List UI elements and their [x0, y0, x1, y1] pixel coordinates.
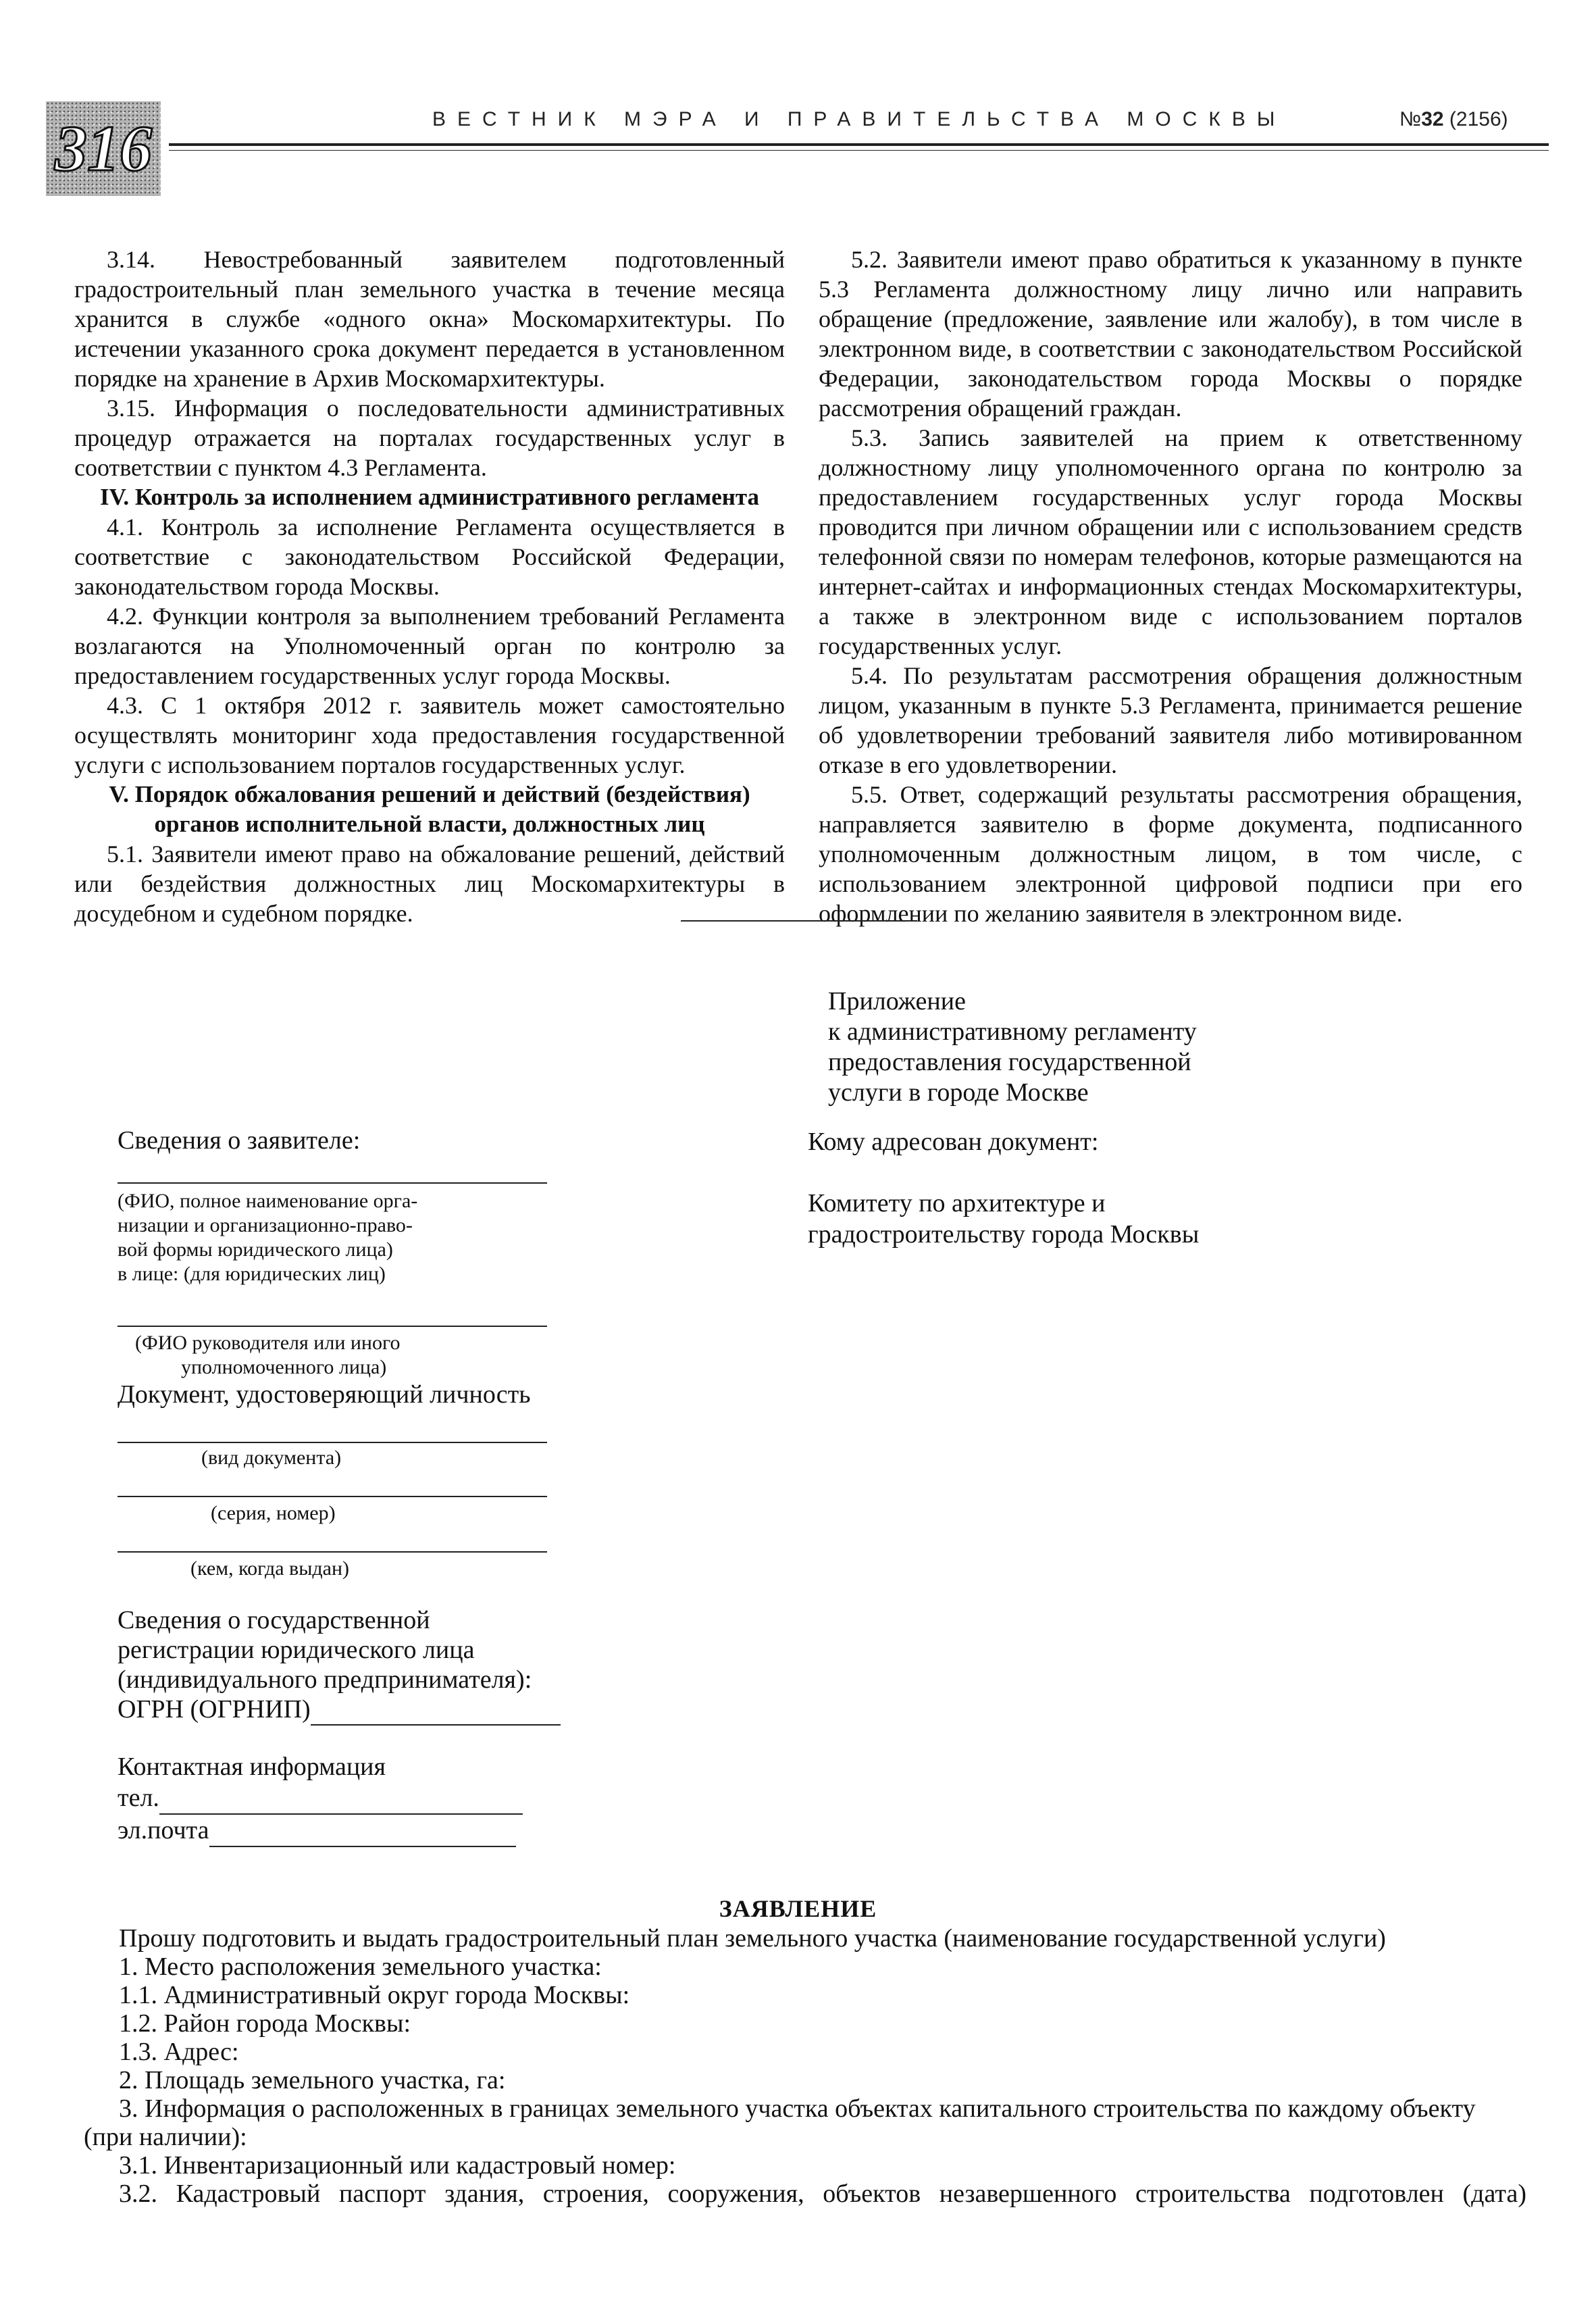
addressee-line-2: градостроительству города Москвы	[808, 1220, 1200, 1249]
journal-title: ВЕСТНИК МЭРА И ПРАВИТЕЛЬСТВА МОСКВЫ	[432, 108, 1287, 130]
appendix-line-1: Приложение	[828, 987, 966, 1015]
email-row	[118, 1815, 523, 1847]
ogrn-label: ОГРН (ОГРНИП)	[118, 1695, 311, 1724]
statement-item-3a: 3. Информация о расположенных в границах земельного участка объектах капитального строительства по каждому объекту	[119, 2094, 1476, 2123]
paragraph-5-5: 5.5. Ответ, содержащий результаты рассмотрения обращения, направляется заявителю в форме документа, подписанного уполномоченным должностным лицом, в том числе, с использованием электронной цифровой подписи при его оформлении по желанию заявителя в электронном виде.	[819, 781, 1522, 927]
statement-body	[84, 1924, 1526, 2208]
applicant-name-field[interactable]	[118, 1182, 547, 1184]
paragraph-5-2: 5.2. Заявители имеют право обратиться к указанному в пункте 5.3 Регламента должностному лицу лично или направить обращение (предложение, заявление или жалобу), в том числе в электронном виде, в соответствии с законодательством Российской Федерации, законодательством города Москвы о порядке рассмотрения обращений граждан.	[819, 246, 1522, 422]
section-4-heading: IV. Контроль за исполнением административного регламента	[99, 484, 760, 510]
paragraph-5-1: 5.1. Заявители имеют право на обжалование решений, действий или бездействия должностных лиц Москомархитектуры в досудебном и судебном порядке.	[74, 840, 785, 927]
paragraph-5-4: 5.4. По результатам рассмотрения обращения должностным лицом, указанным в пункте 5.3 Регламента, принимается решение об удовлетворении требований заявителя либо мотивированном отказе в его удовлетворении.	[819, 662, 1522, 778]
series-number-hint: (серия, номер)	[211, 1502, 336, 1524]
head-name-field[interactable]	[118, 1326, 547, 1327]
issued-by-hint: (кем, когда выдан)	[190, 1557, 350, 1580]
statement-item-2: 2. Площадь земельного участка, га:	[119, 2066, 506, 2094]
paragraph-5-3: 5.3. Запись заявителей на прием к ответственному должностному лицу уполномоченного органа по контролю за предоставлением государственных услуг города Москвы проводится при личном обращении или с использованием средств телефонной связи по номерам телефонов, которые размещаются на интернет-сайтах и информационных стендах Москомархитектуры, а также в электронном виде с использованием порталов государственных услуг.	[819, 424, 1522, 659]
statement-item-1-3: 1.3. Адрес:	[119, 2038, 239, 2066]
page-number: 316	[55, 112, 152, 184]
series-number-field[interactable]	[118, 1496, 547, 1497]
head-hint-1: (ФИО руководителя или иного	[135, 1332, 401, 1354]
section-5-heading-line1: V. Порядок обжалования решений и действий (бездействия)	[109, 781, 750, 807]
right-column	[819, 245, 1522, 928]
statement-item-3-1: 3.1. Инвентаризационный или кадастровый номер:	[119, 2151, 676, 2180]
issue-number	[1399, 108, 1508, 131]
left-column	[74, 245, 785, 928]
paragraph-4-1: 4.1. Контроль за исполнение Регламента осуществляется в соответствие с законодательством Российской Федерации, законодательством города Москвы.	[74, 513, 785, 600]
appendix-line-2: к административному регламенту	[828, 1017, 1197, 1046]
header-rule	[169, 143, 1549, 151]
paragraph-3-15: 3.15. Информация о последовательности административных процедур отражается на порталах государственных услуг в соответствии с пунктом 4.3 Регламента.	[74, 395, 785, 481]
fio-hint-4: в лице: (для юридических лиц)	[118, 1263, 386, 1285]
statement-item-1-1: 1.1. Административный округ города Москвы:	[119, 1981, 630, 2009]
paragraph-3-14: 3.14. Невостребованный заявителем подготовленный градостроительный план земельного участка в течение месяца хранится в службе «одного окна» Москомархитектуры. По истечении указанного срока документ передается в установленном порядке на хранение в Архив Москомархитектуры.	[74, 246, 785, 392]
email-label: эл.почта	[118, 1816, 209, 1844]
statement-request: Прошу подготовить и выдать градостроительный план земельного участка (наименование государственной услуги)	[119, 1924, 1386, 1953]
appendix-line-3: предоставления государственной	[828, 1048, 1191, 1076]
phone-label: тел.	[118, 1784, 159, 1812]
ogrn-field[interactable]	[311, 1694, 561, 1726]
doc-type-hint: (вид документа)	[201, 1447, 342, 1469]
issue-num: 32	[1421, 108, 1444, 130]
section-divider	[681, 920, 917, 922]
statement-title: ЗАЯВЛЕНИЕ	[719, 1895, 877, 1922]
registration-line-2: регистрации юридического лица	[118, 1636, 475, 1664]
statement-item-1: 1. Место расположения земельного участка:	[119, 1953, 602, 1981]
addressee-name	[808, 1188, 1199, 1250]
issue-total: (2156)	[1449, 108, 1508, 130]
appendix-note	[828, 986, 1197, 1108]
issue-prefix: №	[1399, 108, 1422, 130]
addressee-label: Кому адресован документ:	[808, 1128, 1099, 1156]
paragraph-4-2: 4.2. Функции контроля за выполнением требований Регламента возлагаются на Уполномоченный орган по контролю за предоставлением государственных услуг города Москвы.	[74, 603, 785, 689]
doc-type-field[interactable]	[118, 1442, 547, 1443]
email-field[interactable]	[209, 1815, 516, 1847]
fio-hint-1: (ФИО, полное наименование орга-	[118, 1190, 418, 1212]
phone-row	[118, 1782, 523, 1815]
registration-block	[118, 1605, 561, 1726]
fio-hint-3: вой формы юридического лица)	[118, 1238, 393, 1261]
phone-field[interactable]	[159, 1782, 523, 1815]
head-hint-2: уполномоченного лица)	[181, 1356, 387, 1378]
registration-line-1: Сведения о государственной	[118, 1606, 430, 1634]
statement-item-3b: (при наличии):	[84, 2123, 247, 2151]
statement-item-3-2: 3.2. Кадастровый паспорт здания, строения, сооружения, объектов незавершенного строительства подготовлен (дата)	[119, 2180, 1526, 2208]
contact-label: Контактная информация	[118, 1753, 386, 1781]
id-document-label: Документ, удостоверяющий личность	[118, 1380, 531, 1409]
appendix-line-4: услуги в городе Москве	[828, 1078, 1089, 1107]
addressee-line-1: Комитету по архитектуре и	[808, 1189, 1106, 1217]
section-5-heading-line2: органов исполнительной власти, должностных лиц	[154, 811, 705, 837]
registration-line-3: (индивидуального предпринимателя):	[118, 1665, 532, 1694]
page-number-badge	[46, 101, 161, 196]
statement-item-1-2: 1.2. Район города Москвы:	[119, 2009, 411, 2038]
applicant-label: Сведения о заявителе:	[118, 1126, 361, 1155]
issued-by-field[interactable]	[118, 1551, 547, 1553]
ogrn-row	[118, 1694, 561, 1726]
paragraph-4-3: 4.3. С 1 октября 2012 г. заявитель может самостоятельно осуществлять мониторинг хода предоставления государственной услуги с использованием порталов государственных услуг.	[74, 692, 785, 778]
fio-hint-2: низации и организационно-право-	[118, 1214, 413, 1236]
contact-block	[118, 1751, 523, 1847]
